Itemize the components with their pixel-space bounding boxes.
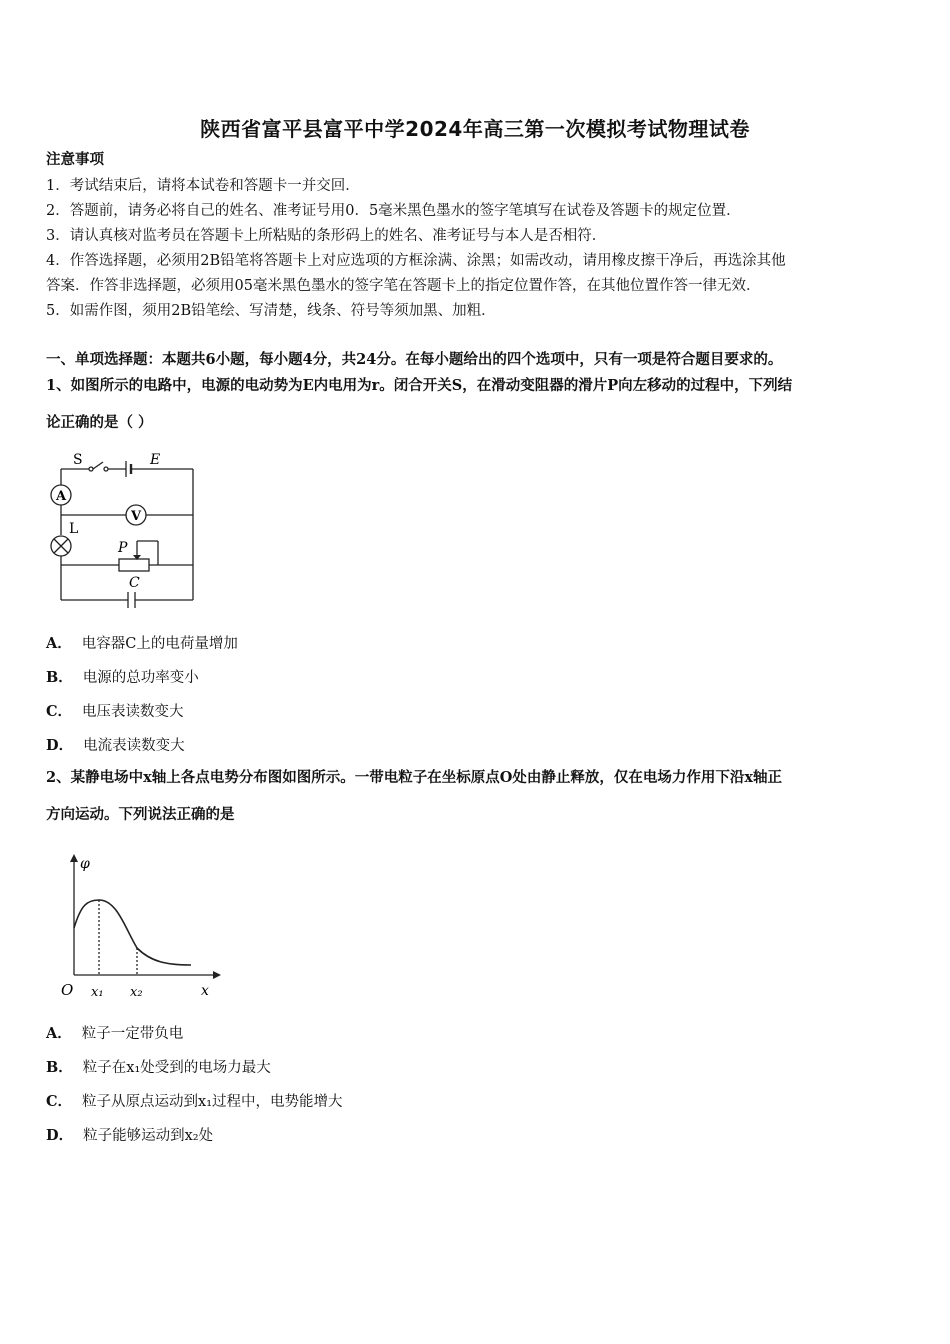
capacitor-label: C	[129, 575, 140, 591]
origin-label: O	[61, 981, 74, 999]
option-item: C． 电压表读数变大	[46, 703, 184, 720]
question-2-text: 2、某静电场中x轴上各点电势分布图如图所示。一带电粒子在坐标原点O处由静止释放，仅在电场力作用下沿x轴正	[46, 769, 783, 786]
circuit-diagram	[40, 445, 210, 610]
notice-item: 4．作答选择题，必须用2B铅笔将答题卡上对应选项的方框涂满、涂黑；如需改动，请用橡皮擦干净后，再选涂其他	[46, 253, 786, 269]
option-item: C． 粒子从原点运动到x₁过程中，电势能增大	[46, 1093, 343, 1110]
ammeter-label: A	[56, 489, 67, 504]
switch-label: S	[73, 452, 83, 468]
potential-graph	[55, 850, 225, 1005]
option-item: B． 电源的总功率变小	[46, 669, 199, 686]
page-title: 陕西省富平县富平中学2024年高三第一次模拟考试物理试卷	[200, 117, 750, 141]
voltmeter-label: V	[131, 509, 142, 524]
option-item: D． 电流表读数变大	[46, 737, 185, 754]
option-item: A． 电容器C上的电荷量增加	[46, 635, 238, 652]
question-2-text-cont: 方向运动。下列说法正确的是	[46, 806, 235, 823]
x1-label: x₁	[91, 985, 104, 1000]
notice-item: 3．请认真核对监考员在答题卡上所粘贴的条形码上的姓名、准考证号与本人是否相符．	[46, 228, 607, 244]
notice-item: 答案．作答非选择题，必须用05毫米黑色墨水的签字笔在答题卡上的指定位置作答，在其他位置作答一律无效．	[46, 278, 761, 294]
notice-heading: 注意事项	[46, 151, 104, 168]
question-1-text-cont: 论正确的是（ ）	[46, 414, 153, 431]
option-item: D． 粒子能够运动到x₂处	[46, 1127, 214, 1144]
notice-item: 5．如需作图，须用2B铅笔绘、写清楚，线条、符号等须加黑、加粗．	[46, 303, 496, 319]
option-item: A． 粒子一定带负电	[46, 1025, 184, 1042]
notice-item: 2．答题前，请务必将自己的姓名、准考证号用0．5毫米黑色墨水的签字笔填写在试卷及答题卡的规定位置．	[46, 203, 741, 219]
lamp-label: L	[69, 521, 79, 537]
x-axis-label: x	[201, 983, 209, 999]
phi-axis-label: φ	[80, 856, 90, 872]
notice-item: 1．考试结束后，请将本试卷和答题卡一并交回．	[46, 178, 360, 194]
slider-label: P	[118, 540, 128, 556]
emf-label: E	[150, 452, 161, 468]
section-heading: 一、单项选择题：本题共6小题，每小题4分，共24分。在每小题给出的四个选项中，只有一项是符合题目要求的。	[46, 351, 783, 368]
x2-label: x₂	[130, 985, 143, 1000]
option-item: B． 粒子在x₁处受到的电场力最大	[46, 1059, 271, 1076]
question-1-text: 1、如图所示的电路中，电源的电动势为E内电用为r。闭合开关S，在滑动变阻器的滑片P向左移动的过程中，下列结	[46, 377, 793, 394]
